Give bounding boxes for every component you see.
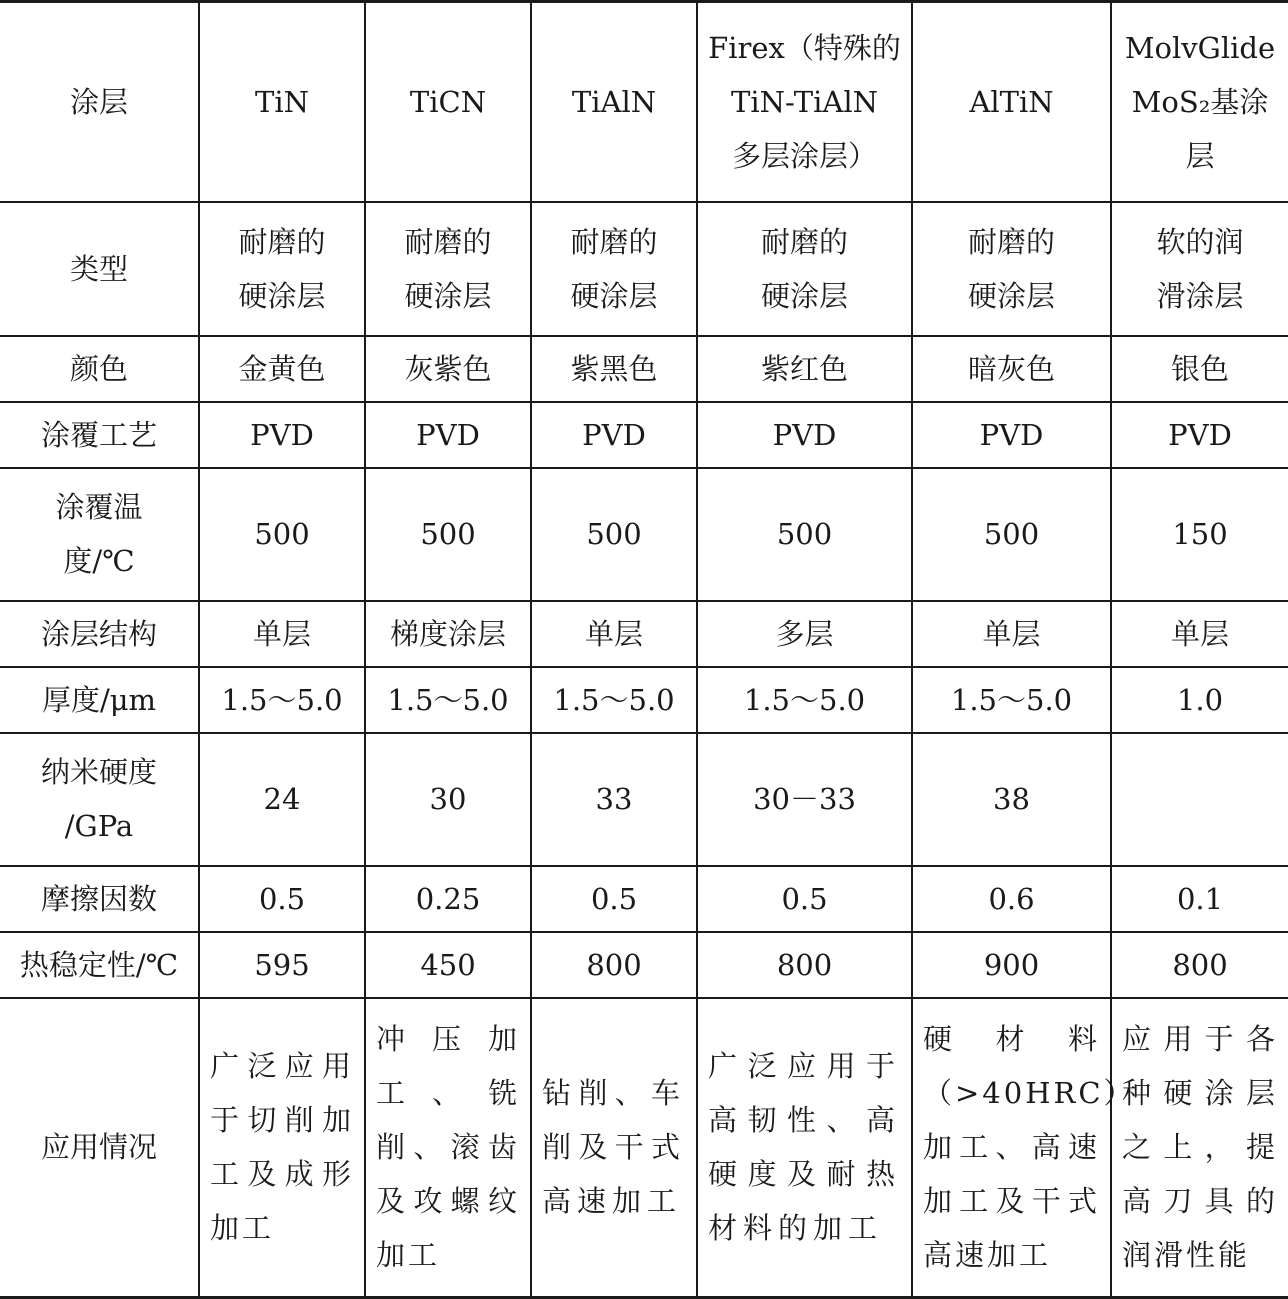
table-cell: 30－33 (697, 733, 912, 866)
table-cell: 0.6 (912, 866, 1111, 932)
row-label: 类型 (0, 202, 199, 336)
table-cell: 500 (697, 468, 912, 601)
row-label: 涂覆温 度/℃ (0, 468, 199, 601)
header-cell: TiAlN (531, 2, 697, 202)
table-cell: PVD (1111, 402, 1288, 468)
table-row-application (0, 998, 1288, 1298)
table-cell: PVD (912, 402, 1111, 468)
table-cell: 硬材料（>40HRC）加工、高速加工及干式高速加工 (912, 998, 1111, 1298)
table-cell: 灰紫色 (365, 336, 531, 402)
table-row-temperature (0, 468, 1288, 601)
table-cell: 单层 (531, 601, 697, 667)
table-cell: PVD (365, 402, 531, 468)
table-cell: 紫黑色 (531, 336, 697, 402)
table-cell: 金黄色 (199, 336, 365, 402)
table-cell: 30 (365, 733, 531, 866)
row-label: 热稳定性/℃ (0, 932, 199, 998)
table-cell: 800 (1111, 932, 1288, 998)
table-cell: 800 (531, 932, 697, 998)
row-label: 纳米硬度 /GPa (0, 733, 199, 866)
table-cell: 广泛应用于切削加工及成形加工 (199, 998, 365, 1298)
table-cell: 1.5～5.0 (912, 667, 1111, 733)
table-row-structure (0, 601, 1288, 667)
table-cell: 0.25 (365, 866, 531, 932)
table-cell: 耐磨的 硬涂层 (365, 202, 531, 336)
table-cell: 500 (531, 468, 697, 601)
table-cell: PVD (531, 402, 697, 468)
table-cell: 多层 (697, 601, 912, 667)
table-cell (1111, 733, 1288, 866)
table-cell: 1.0 (1111, 667, 1288, 733)
table-cell: 耐磨的 硬涂层 (697, 202, 912, 336)
header-cell: AlTiN (912, 2, 1111, 202)
table-cell: 紫红色 (697, 336, 912, 402)
table-cell: 耐磨的 硬涂层 (912, 202, 1111, 336)
table-cell: 0.5 (199, 866, 365, 932)
table-cell: 450 (365, 932, 531, 998)
table-cell: 500 (365, 468, 531, 601)
table-cell: 钻削、车削及干式高速加工 (531, 998, 697, 1298)
header-cell: TiCN (365, 2, 531, 202)
table-cell: 33 (531, 733, 697, 866)
table-cell: 1.5～5.0 (531, 667, 697, 733)
table-row-hardness (0, 733, 1288, 866)
header-cell: MolvGlide MoS₂基涂层 (1111, 2, 1288, 202)
table-cell: 595 (199, 932, 365, 998)
table-cell: 38 (912, 733, 1111, 866)
table-cell: 150 (1111, 468, 1288, 601)
table-cell: PVD (697, 402, 912, 468)
table-cell: PVD (199, 402, 365, 468)
table-row-color (0, 336, 1288, 402)
table-cell: 单层 (1111, 601, 1288, 667)
table-cell: 冲压加工、铣削、滚齿及攻螺纹加工 (365, 998, 531, 1298)
table-cell: 耐磨的 硬涂层 (531, 202, 697, 336)
table-cell: 0.5 (531, 866, 697, 932)
table-cell: 0.1 (1111, 866, 1288, 932)
table-row-process (0, 402, 1288, 468)
table-cell: 软的润 滑涂层 (1111, 202, 1288, 336)
table-row-friction (0, 866, 1288, 932)
table-cell: 梯度涂层 (365, 601, 531, 667)
row-label: 应用情况 (0, 998, 199, 1298)
table-cell: 耐磨的 硬涂层 (199, 202, 365, 336)
table-cell: 广泛应用于高韧性、高硬度及耐热材料的加工 (697, 998, 912, 1298)
header-cell: Firex（特殊的 TiN-TiAlN 多层涂层） (697, 2, 912, 202)
row-label: 颜色 (0, 336, 199, 402)
header-cell: TiN (199, 2, 365, 202)
row-label: 厚度/μm (0, 667, 199, 733)
table-row-thermal-stability (0, 932, 1288, 998)
table-cell: 暗灰色 (912, 336, 1111, 402)
table-cell: 1.5～5.0 (697, 667, 912, 733)
table-cell: 1.5～5.0 (365, 667, 531, 733)
table-cell: 1.5～5.0 (199, 667, 365, 733)
table-cell: 单层 (912, 601, 1111, 667)
table-cell: 应用于各种硬涂层之上，提高刀具的润滑性能 (1111, 998, 1288, 1298)
table-cell: 单层 (199, 601, 365, 667)
row-label: 涂覆工艺 (0, 402, 199, 468)
row-label: 涂层结构 (0, 601, 199, 667)
table-row-thickness (0, 667, 1288, 733)
table-cell: 24 (199, 733, 365, 866)
header-row (0, 2, 1288, 202)
table-cell: 0.5 (697, 866, 912, 932)
table-cell: 500 (912, 468, 1111, 601)
header-label: 涂层 (0, 2, 199, 202)
table-row-type (0, 202, 1288, 336)
table-cell: 500 (199, 468, 365, 601)
row-label: 摩擦因数 (0, 866, 199, 932)
table-cell: 900 (912, 932, 1111, 998)
table-cell: 800 (697, 932, 912, 998)
table-cell: 银色 (1111, 336, 1288, 402)
